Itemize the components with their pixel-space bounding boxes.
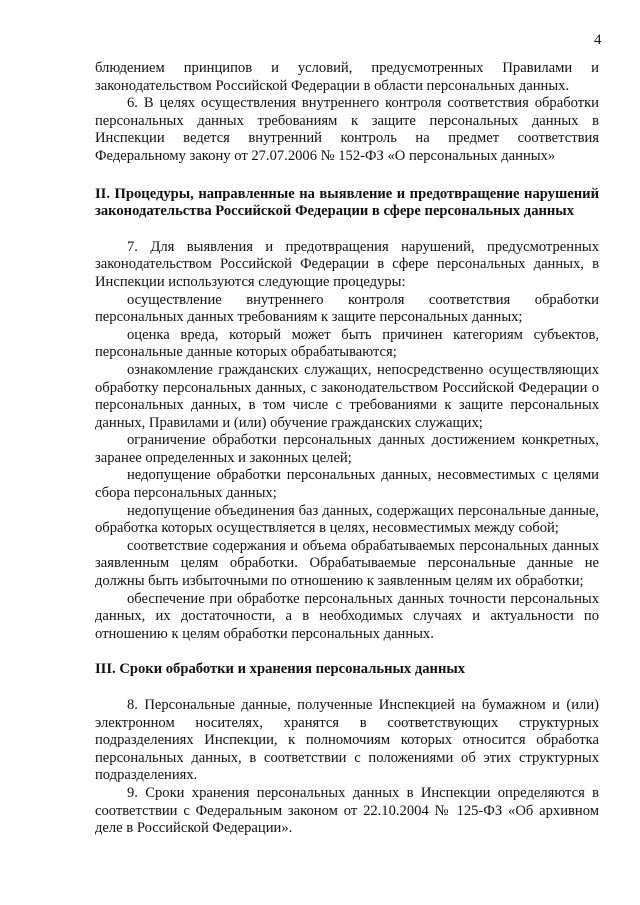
procedure-item: осуществление внутреннего контроля соответствия обработки персональных данных требованиям к защите персональных данных; (95, 291, 599, 326)
paragraph-item-7: 7. Для выявления и предотвращения нарушений, предусмотренных законодательством Российской Федерации в сфере персональных данных, в Инспекции используются следующие процедуры: (95, 238, 599, 290)
procedure-item: недопущение объединения баз данных, содержащих персональные данные, обработка которых осуществляется в целях, несовместимых между собой; (95, 502, 599, 537)
paragraph-continuation: блюдением принципов и условий, предусмотренных Правилами и законодательством Российской Федерации в области персональных данных. (95, 60, 599, 94)
procedure-item: соответствие содержания и объема обрабатываемых персональных данных заявленным целям обработки. Обрабатываемые персональные данные не должны быть избыточными по отношению к заявленным целям их обработки; (95, 537, 599, 590)
procedure-item: ограничение обработки персональных данных достижением конкретных, заранее определенных и законных целей; (95, 432, 599, 466)
document-body (95, 60, 599, 838)
paragraph-item-8: 8. Персональные данные, полученные Инспекцией на бумажном и (или) электронном носителях, хранятся в соответствующих структурных подразделениях Инспекции, к полномочиям которых относится обработка персональных данных, в соответствии с положениями об этих структурных подразделениях. (95, 697, 599, 784)
paragraph-item-9: 9. Сроки хранения персональных данных в Инспекции определяются в соответствии с Федеральным законом от 22.10.2004 № 125-ФЗ «Об архивном деле в Российской Федерации». (95, 784, 599, 837)
procedure-item: оценка вреда, который может быть причинен категориям субъектов, персональные данные которых обрабатываются; (95, 326, 599, 361)
paragraph-item-6: 6. В целях осуществления внутреннего контроля соответствия обработки персональных данных требованиям к защите персональных данных в Инспекции ведется внутренний контроль на предмет соответствия Федеральному закону от 27.07.2006 № 152-ФЗ «О персональных данных» (95, 95, 599, 164)
section-heading-3: III. Сроки обработки и хранения персональных данных (95, 661, 466, 678)
section-heading-2: II. Процедуры, направленные на выявление и предотвращение нарушений законодательства Российской Федерации в сфере персональных данных (95, 185, 599, 220)
procedure-item: недопущение обработки персональных данных, несовместимых с целями сбора персональных данных; (95, 467, 599, 502)
procedure-item: ознакомление гражданских служащих, непосредственно осуществляющих обработку персональных данных, с законодательством Российской Федерации о персональных данных, в том числе с требованиями к защите персональных данных, Правилами и (или) обучение гражданских служащих; (95, 361, 599, 431)
page-number: 4 (594, 32, 602, 48)
procedure-item: обеспечение при обработке персональных данных точности персональных данных, их достаточности, а в необходимых случаях и актуальности по отношению к целям обработки персональных данных. (95, 590, 599, 642)
